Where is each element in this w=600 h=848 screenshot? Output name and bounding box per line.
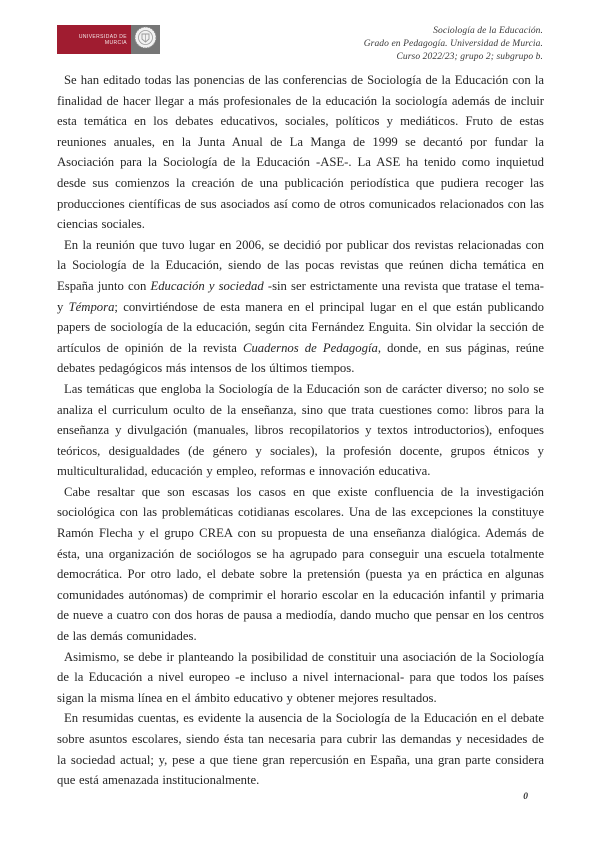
paragraph: Las temáticas que engloba la Sociología de la Educación son de carácter diverso; no solo se analiza el curriculum oculto de la enseñanza, sino que trata cuestiones como: libros para la enseñanza y divulgación (manuales, libros recopilatorios y textos introductorios), enfoques teóricos, desigualdades (de género y sociales), la profesión docente, grupos étnicos y multiculturalidad, educación y empleo, reformas e innovación educativa. (57, 381, 544, 479)
page-header (57, 25, 543, 64)
page-number: 0 (523, 792, 528, 802)
document-body (57, 70, 544, 791)
university-logo-wordmark (57, 25, 131, 54)
university-logo-line1: UNIVERSIDAD DE (78, 33, 127, 40)
course-degree: Grado en Pedagogía. Universidad de Murcia. (363, 39, 543, 49)
university-logo (57, 25, 160, 54)
paragraph: Se han editado todas las ponencias de las conferencias de Sociología de la Educación con la finalidad de hacer llegar a más profesionales de la educación la sociología además de incluir esta temática en los debates educativos, sociales, políticos y mediáticos. Fruto de estas reuniones anuales, en la Junta Anual de La Manga de 1999 se decantó por fundar la Asociación para la Sociología de la Educación -ASE-. La ASE ha tenido como inquietud desde sus comienzos la creación de una publicación periodística que pudiera recoger las producciones científicas de sus asociados así como de otros comunicados relacionados con las ciencias sociales. (57, 73, 544, 232)
course-header-block (364, 25, 543, 64)
university-seal-box (131, 25, 160, 54)
university-seal-icon (134, 26, 157, 54)
paragraph: Cabe resaltar que son escasas los casos en que existe confluencia de la investigación sociológica con las problemáticas cotidianas escolares. Una de las excepciones la constituye Ramón Flecha y el grupo CREA con su propuesta de una enseñanza dialógica. Además de ésta, una organización de sociólogos se ha agrupado para conseguir una escuela totalmente democrática. Por otro lado, el debate sobre la pretensión (puesta ya en práctica en algunas comunidades autónomas) de comprimir el horario escolar en la educación infantil y primaria de nueve a cuatro con dos horas de pausa a mediodía, dando mucho que pensar en los centros de las demás comunidades. (57, 484, 544, 644)
university-logo-line2: MURCIA (104, 39, 127, 46)
paragraph: En la reunión que tuvo lugar en 2006, se decidió por publicar dos revistas relacionadas con la Sociología de la Educación, siendo de las pocas revistas que reúnen dicha temática en España junto con Educación y sociedad -sin ser estrictamente una revista que tratase el tema- y Témpora; convirtiéndose de esta manera en el principal lugar en el que están publicando papers de sociología de la educación, según cita Fernández Enguita. Sin olvidar la sección de artículos de opinión de la revista Cuadernos de Pedagogía, donde, en sus páginas, reúne debates pedagógicos más intensos de los últimos tiempos. (57, 237, 544, 376)
course-year-group: Curso 2022/23; grupo 2; subgrupo b. (396, 52, 543, 62)
paragraph: En resumidas cuentas, es evidente la ausencia de la Sociología de la Educación en el debate sobre asuntos escolares, siendo ésta tan necesaria para cubrir las demandas y necesidades de la sociedad actual; y, pese a que tiene gran repercusión en España, una gran parte considera que está amenazada institucionalmente. (57, 711, 544, 788)
paragraph: Asimismo, se debe ir planteando la posibilidad de constituir una asociación de la Sociología de la Educación a nivel europeo -e incluso a nivel internacional- para que todos los países sigan la misma línea en el ámbito educativo y obtener mejores resultados. (57, 649, 544, 705)
course-title: Sociología de la Educación. (433, 26, 543, 36)
